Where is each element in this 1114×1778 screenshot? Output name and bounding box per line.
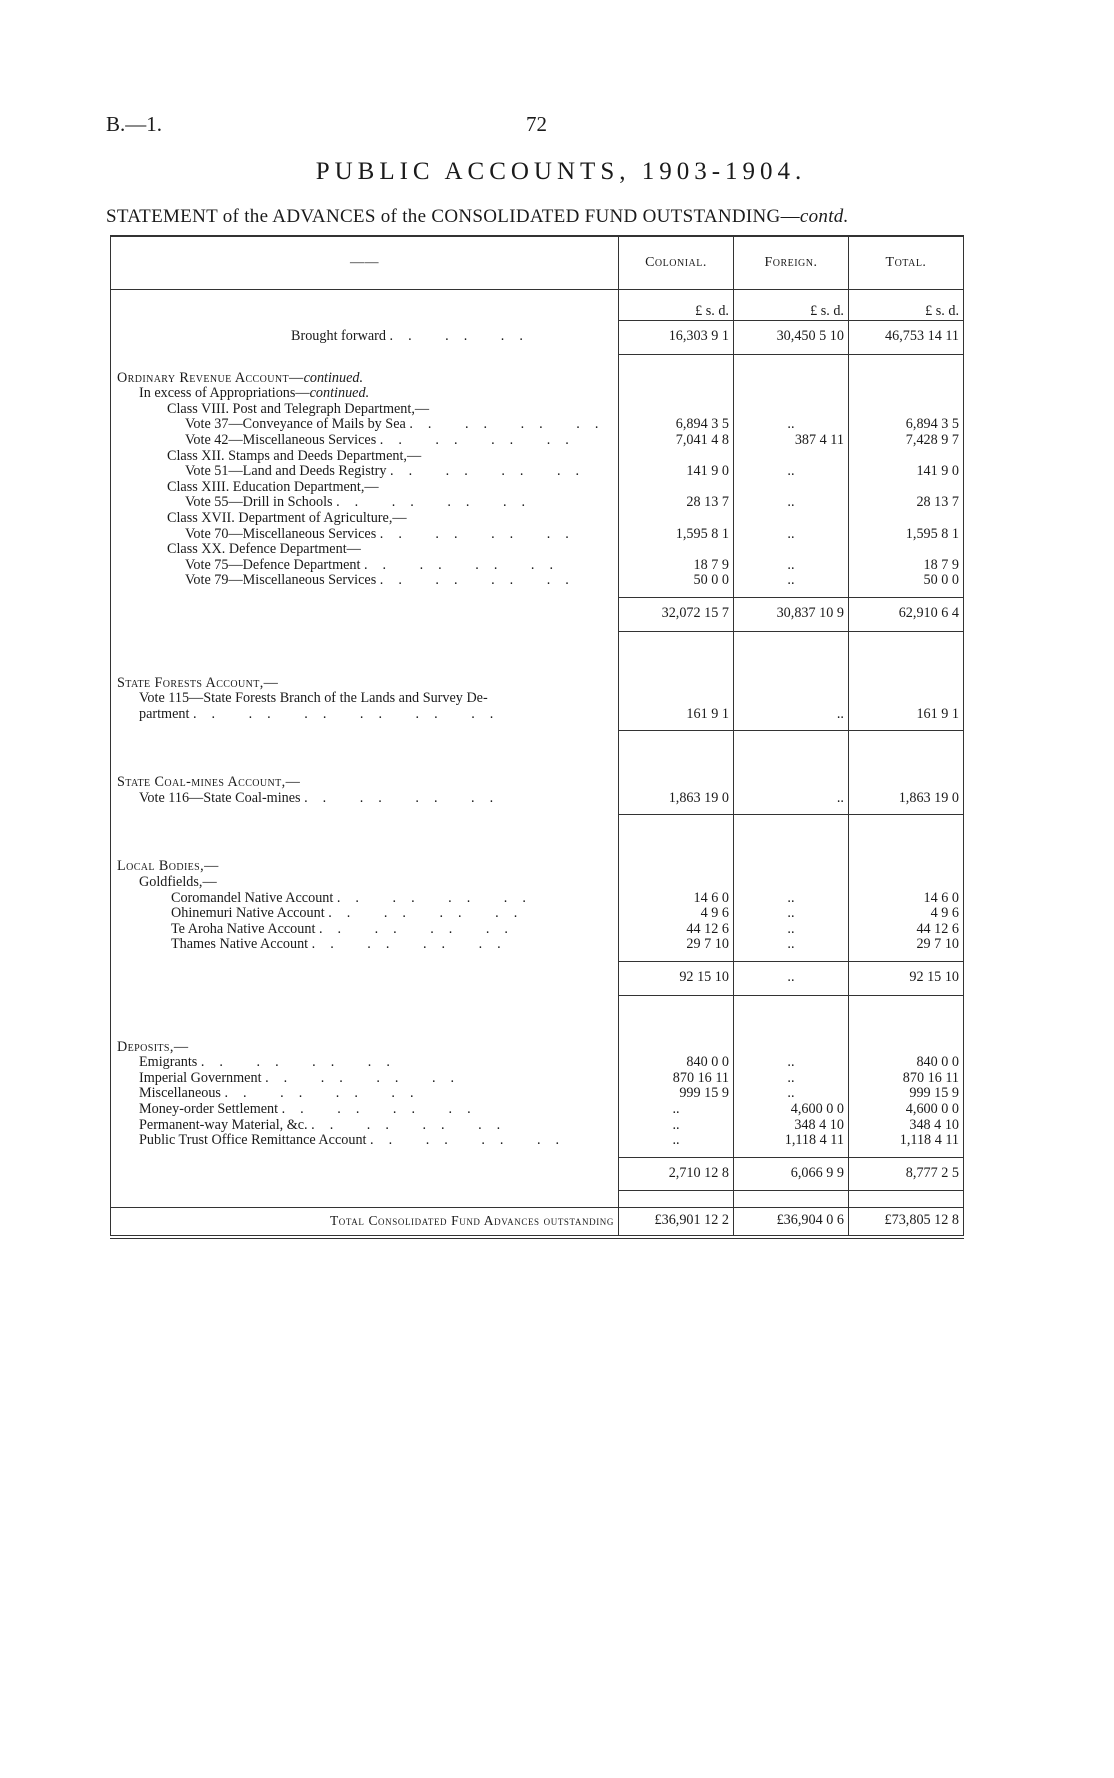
local-heading-row <box>111 859 964 875</box>
ordinary-row-foreign <box>733 480 848 496</box>
deposit-row <box>111 1133 964 1149</box>
local-sub-row <box>111 875 964 891</box>
ordinary-row-foreign: .. <box>733 573 848 589</box>
ordinary-row-colonial: 18 7 9 <box>619 558 734 574</box>
leader-dots: .. .. .. .. <box>409 417 614 433</box>
forests-total: 161 9 1 <box>848 707 963 723</box>
statement-subtitle <box>106 206 849 228</box>
ordinary-row-label: Vote 55—Drill in Schools .. .. .. .. <box>111 495 619 511</box>
table-header-row <box>111 236 964 290</box>
leader-dots: .. .. .. .. <box>281 1102 486 1117</box>
ordinary-row-total: 7,428 9 7 <box>848 433 963 449</box>
ordinary-subtotal-foreign: 30,837 10 9 <box>733 597 848 631</box>
local-row <box>111 937 964 953</box>
leader-dots: .. .. .. .. <box>379 573 584 589</box>
ordinary-row <box>111 495 964 511</box>
header-description: —— <box>111 236 619 290</box>
local-row <box>111 891 964 907</box>
ordinary-subtotal-row <box>111 597 964 631</box>
local-row-colonial: 4 9 6 <box>619 906 734 922</box>
ordinary-heading: Ordinary Revenue Account—continued. <box>111 371 619 387</box>
ordinary-row-total: 6,894 3 5 <box>848 417 963 433</box>
local-subtotal-colonial: 92 15 10 <box>619 962 734 996</box>
leader-dots: .. .. .. .. <box>304 790 509 806</box>
grand-total-foreign: £36,904 0 6 <box>733 1208 848 1237</box>
local-rows <box>111 891 964 953</box>
deposit-row-colonial: .. <box>619 1102 734 1118</box>
coal-heading-row <box>111 775 964 791</box>
ordinary-row-total <box>848 542 963 558</box>
ordinary-row-foreign: 387 4 11 <box>733 433 848 449</box>
leader-dots: .. .. .. <box>389 327 538 344</box>
leader-dots: .. .. .. .. <box>390 464 595 480</box>
local-row <box>111 922 964 938</box>
ordinary-row <box>111 449 964 465</box>
units-foreign: £ s. d. <box>733 290 848 321</box>
forests-line1-row <box>111 691 964 707</box>
leader-dots: .. .. .. .. <box>265 1070 470 1086</box>
ordinary-row-foreign <box>733 511 848 527</box>
local-row-foreign: .. <box>733 922 848 938</box>
local-row-colonial: 14 6 0 <box>619 891 734 907</box>
deposits-heading-row <box>111 1040 964 1056</box>
deposit-row-colonial: 999 15 9 <box>619 1086 734 1102</box>
ordinary-subtotal-colonial: 32,072 15 7 <box>619 597 734 631</box>
leader-dots: .. .. .. .. <box>379 526 584 542</box>
deposit-row-label: Public Trust Office Remittance Account .. .. .. .. <box>111 1133 619 1149</box>
deposit-row-colonial: .. <box>619 1118 734 1134</box>
ordinary-row-label: Class XIII. Education Department,— <box>111 480 619 496</box>
coal-colonial: 1,863 19 0 <box>619 791 734 807</box>
ordinary-row-colonial: 28 13 7 <box>619 495 734 511</box>
brought-forward-colonial: 16,303 9 1 <box>619 321 734 355</box>
forests-heading-row <box>111 676 964 692</box>
local-row-foreign: .. <box>733 906 848 922</box>
leader-dots: .. .. .. .. <box>370 1133 575 1149</box>
deposit-row-total: 870 16 11 <box>848 1071 963 1087</box>
deposits-subtotal-colonial: 2,710 12 8 <box>619 1157 734 1191</box>
ordinary-row-total: 18 7 9 <box>848 558 963 574</box>
ordinary-row <box>111 417 964 433</box>
ordinary-row-total: 50 0 0 <box>848 573 963 589</box>
grand-total-row <box>111 1208 964 1237</box>
ordinary-row-label: Class XVII. Department of Agriculture,— <box>111 511 619 527</box>
ordinary-row-label: Class XII. Stamps and Deeds Department,— <box>111 449 619 465</box>
ordinary-row <box>111 480 964 496</box>
page-number: 72 <box>526 112 547 136</box>
ordinary-row-total <box>848 449 963 465</box>
leader-dots: .. .. .. .. <box>224 1086 429 1102</box>
ordinary-row <box>111 433 964 449</box>
deposits-heading: Deposits,— <box>111 1040 619 1056</box>
forests-line2: partment .. .. .. .. .. .. <box>111 707 619 723</box>
ordinary-row <box>111 573 964 589</box>
deposit-row <box>111 1086 964 1102</box>
leader-dots: .. .. .. .. <box>328 906 533 922</box>
ordinary-row-label: Class VIII. Post and Telegraph Department,— <box>111 402 619 418</box>
ordinary-row-label: Vote 51—Land and Deeds Registry .. .. .. .. <box>111 464 619 480</box>
ordinary-row-foreign <box>733 542 848 558</box>
brought-forward-foreign: 30,450 5 10 <box>733 321 848 355</box>
header-foreign: Foreign. <box>733 236 848 290</box>
deposit-row <box>111 1055 964 1071</box>
ordinary-row-total <box>848 480 963 496</box>
ordinary-subheading: In excess of Appropriations—continued. <box>111 386 619 402</box>
ordinary-row-foreign: .. <box>733 464 848 480</box>
ordinary-row-foreign: .. <box>733 558 848 574</box>
leader-dots: .. .. .. .. <box>379 432 584 448</box>
advances-table <box>110 235 964 1239</box>
deposits-subtotal-total: 8,777 2 5 <box>848 1157 963 1191</box>
ordinary-heading-row <box>111 371 964 387</box>
brought-forward-total: 46,753 14 11 <box>848 321 963 355</box>
local-row-total: 4 9 6 <box>848 906 963 922</box>
deposit-row-foreign: .. <box>733 1055 848 1071</box>
leader-dots: .. .. .. .. <box>336 890 541 906</box>
ordinary-row-colonial <box>619 542 734 558</box>
leader-dots: .. .. .. .. .. .. <box>192 706 509 722</box>
coal-heading: State Coal-mines Account,— <box>111 775 619 791</box>
ordinary-rows <box>111 402 964 589</box>
deposit-rows <box>111 1055 964 1149</box>
coal-foreign: .. <box>733 791 848 807</box>
units-total: £ s. d. <box>848 290 963 321</box>
deposit-row-label: Permanent-way Material, &c. .. .. .. .. <box>111 1118 619 1134</box>
local-row-foreign: .. <box>733 937 848 953</box>
leader-dots: .. .. .. .. <box>200 1055 405 1071</box>
ordinary-row-total: 1,595 8 1 <box>848 527 963 543</box>
deposit-row-colonial: .. <box>619 1133 734 1149</box>
coal-line: Vote 116—State Coal-mines .. .. .. .. <box>111 791 619 807</box>
local-row-label: Ohinemuri Native Account .. .. .. .. <box>111 906 619 922</box>
local-subtotal-total: 92 15 10 <box>848 962 963 996</box>
local-row-colonial: 44 12 6 <box>619 922 734 938</box>
subtitle-contd: contd. <box>799 206 849 227</box>
ordinary-sub-row <box>111 386 964 402</box>
local-subtotal-row <box>111 962 964 996</box>
leader-dots: .. .. .. .. <box>318 921 523 937</box>
local-row <box>111 906 964 922</box>
grand-total-total: £73,805 12 8 <box>848 1208 963 1237</box>
grand-total-label: Total Consolidated Fund Advances outstanding <box>111 1208 619 1237</box>
header-total: Total. <box>848 236 963 290</box>
forests-heading: State Forests Account,— <box>111 676 619 692</box>
brought-forward-row <box>111 321 964 355</box>
deposit-row-foreign: 4,600 0 0 <box>733 1102 848 1118</box>
ordinary-row-total: 141 9 0 <box>848 464 963 480</box>
deposit-row-colonial: 840 0 0 <box>619 1055 734 1071</box>
ordinary-row-foreign: .. <box>733 527 848 543</box>
local-row-total: 14 6 0 <box>848 891 963 907</box>
leader-dots: .. .. .. .. <box>336 495 541 511</box>
local-row-total: 44 12 6 <box>848 922 963 938</box>
local-subheading: Goldfields,— <box>111 875 619 891</box>
local-row-label: Thames Native Account .. .. .. .. <box>111 937 619 953</box>
units-row <box>111 290 964 321</box>
deposit-row-total: 4,600 0 0 <box>848 1102 963 1118</box>
local-row-colonial: 29 7 10 <box>619 937 734 953</box>
deposits-subtotal-row <box>111 1157 964 1191</box>
ordinary-row-total: 28 13 7 <box>848 495 963 511</box>
deposit-row-total: 840 0 0 <box>848 1055 963 1071</box>
deposit-row-total: 999 15 9 <box>848 1086 963 1102</box>
coal-line-row <box>111 791 964 807</box>
deposits-subtotal-foreign: 6,066 9 9 <box>733 1157 848 1191</box>
ordinary-row-colonial <box>619 449 734 465</box>
forests-colonial: 161 9 1 <box>619 707 734 723</box>
deposit-row-foreign: 348 4 10 <box>733 1118 848 1134</box>
deposit-row-foreign: .. <box>733 1071 848 1087</box>
ordinary-subtotal-total: 62,910 6 4 <box>848 597 963 631</box>
deposit-row-foreign: 1,118 4 11 <box>733 1133 848 1149</box>
deposit-row-label: Miscellaneous .. .. .. .. <box>111 1086 619 1102</box>
ordinary-row-label: Vote 37—Conveyance of Mails by Sea .. .. .. .. <box>111 417 619 433</box>
forests-line2-row <box>111 707 964 723</box>
leader-dots: .. .. .. .. <box>311 1117 516 1133</box>
forests-line1: Vote 115—State Forests Branch of the Lands and Survey De- <box>111 691 619 707</box>
forests-foreign: .. <box>733 707 848 723</box>
ordinary-row-label: Vote 70—Miscellaneous Services .. .. .. .. <box>111 527 619 543</box>
ordinary-row-foreign <box>733 449 848 465</box>
brought-forward-label: Brought forward .. .. .. <box>111 321 619 355</box>
units-colonial: £ s. d. <box>619 290 734 321</box>
deposit-row-label: Imperial Government .. .. .. .. <box>111 1071 619 1087</box>
deposit-row-colonial: 870 16 11 <box>619 1071 734 1087</box>
local-heading: Local Bodies,— <box>111 859 619 875</box>
document-title: PUBLIC ACCOUNTS, 1903-1904. <box>315 158 807 185</box>
ordinary-row-colonial <box>619 480 734 496</box>
local-row-label: Te Aroha Native Account .. .. .. .. <box>111 922 619 938</box>
ordinary-row-total <box>848 402 963 418</box>
deposit-row <box>111 1071 964 1087</box>
ordinary-row-label: Class XX. Defence Department— <box>111 542 619 558</box>
deposit-row-label: Emigrants .. .. .. .. <box>111 1055 619 1071</box>
ordinary-row <box>111 542 964 558</box>
deposit-row <box>111 1118 964 1134</box>
header-colonial: Colonial. <box>619 236 734 290</box>
ordinary-row-colonial: 141 9 0 <box>619 464 734 480</box>
deposit-row-label: Money-order Settlement .. .. .. .. <box>111 1102 619 1118</box>
ordinary-row-total <box>848 511 963 527</box>
ordinary-row-colonial <box>619 511 734 527</box>
coal-total: 1,863 19 0 <box>848 791 963 807</box>
ordinary-row <box>111 402 964 418</box>
ordinary-row-label: Vote 75—Defence Department .. .. .. .. <box>111 558 619 574</box>
ordinary-row-colonial <box>619 402 734 418</box>
deposit-row-total: 348 4 10 <box>848 1118 963 1134</box>
ordinary-row-colonial: 7,041 4 8 <box>619 433 734 449</box>
ordinary-row-colonial: 1,595 8 1 <box>619 527 734 543</box>
ordinary-row-colonial: 6,894 3 5 <box>619 417 734 433</box>
subtitle-main: STATEMENT of the ADVANCES of the CONSOLIDATED FUND OUTSTANDING— <box>106 206 800 227</box>
ordinary-row <box>111 464 964 480</box>
ordinary-row <box>111 558 964 574</box>
page-reference: B.—1. <box>106 112 163 136</box>
deposit-row <box>111 1102 964 1118</box>
grand-total-colonial: £36,901 12 2 <box>619 1208 734 1237</box>
ordinary-row-colonial: 50 0 0 <box>619 573 734 589</box>
deposit-row-total: 1,118 4 11 <box>848 1133 963 1149</box>
local-subtotal-foreign: .. <box>733 962 848 996</box>
ordinary-row-label: Vote 79—Miscellaneous Services .. .. .. .. <box>111 573 619 589</box>
local-row-foreign: .. <box>733 891 848 907</box>
leader-dots: .. .. .. .. <box>363 557 568 573</box>
deposit-row-foreign: .. <box>733 1086 848 1102</box>
ordinary-row-label: Vote 42—Miscellaneous Services .. .. .. .. <box>111 433 619 449</box>
ordinary-row-foreign: .. <box>733 417 848 433</box>
ordinary-row-foreign <box>733 402 848 418</box>
ordinary-row-foreign: .. <box>733 495 848 511</box>
ordinary-row <box>111 527 964 543</box>
leader-dots: .. .. .. .. <box>311 937 516 953</box>
local-row-total: 29 7 10 <box>848 937 963 953</box>
ordinary-row <box>111 511 964 527</box>
local-row-label: Coromandel Native Account .. .. .. .. <box>111 891 619 907</box>
